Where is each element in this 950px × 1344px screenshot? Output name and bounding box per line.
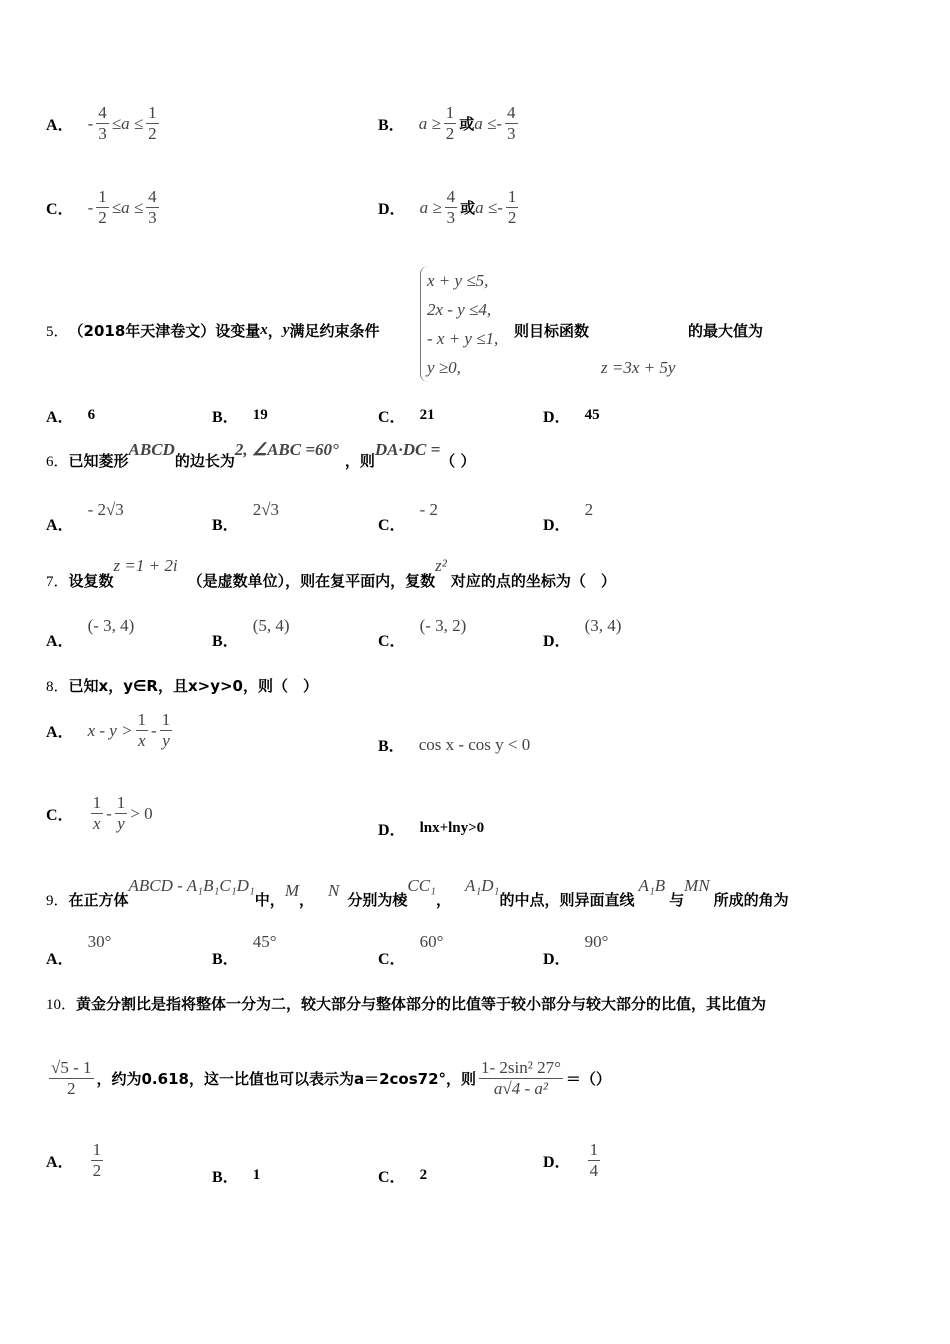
q4-option-b[interactable] [378, 103, 521, 144]
num: 1 [148, 103, 157, 122]
q7-option-a[interactable] [46, 616, 134, 651]
num: 1 [92, 1140, 102, 1159]
option-value: (- 3, 4) [87, 616, 135, 635]
option-value: (5, 4) [252, 616, 290, 635]
math: z =1 + 2i [113, 556, 178, 575]
den: 2 [507, 208, 517, 227]
fraction [91, 1140, 104, 1181]
q5-option-a[interactable] [46, 404, 95, 427]
question-number: 10． [46, 997, 77, 1013]
var: x [260, 322, 268, 338]
text: 的中点，则异面直线 [499, 891, 635, 909]
option-label: A． [46, 633, 74, 650]
num: 4 [446, 187, 456, 206]
q5-option-c[interactable] [378, 404, 435, 427]
option-value: 30° [87, 932, 112, 951]
option-value: 2 [584, 500, 594, 519]
text: 已知菱形 [68, 452, 129, 470]
den: x [93, 814, 101, 833]
option-value: 19 [252, 407, 268, 423]
text: 或 [460, 199, 476, 217]
option-label: B． [378, 738, 405, 755]
text: 中， [254, 891, 285, 909]
option-label: A． [46, 517, 74, 534]
option-label: A． [46, 951, 74, 968]
fraction [146, 187, 159, 228]
den: y [162, 731, 170, 750]
math: 2, ∠ABC =60° [234, 440, 339, 459]
option-value: - 2√3 [87, 500, 124, 519]
q5-option-b[interactable] [212, 404, 268, 427]
q6-option-d[interactable] [543, 500, 593, 535]
q9-option-d[interactable] [543, 932, 608, 969]
text: 对应的点的坐标为（ ） [450, 572, 616, 590]
question-number: 7． [46, 574, 69, 590]
option-label: B． [378, 117, 405, 134]
option-value: 60° [419, 932, 444, 951]
option-value: 1 [252, 1167, 261, 1183]
num: 1 [92, 793, 102, 812]
option-value: 45° [252, 932, 277, 951]
q8-option-d[interactable] [378, 817, 484, 840]
text: ， [298, 891, 314, 909]
math: - [87, 113, 94, 133]
math: - [106, 803, 112, 823]
num: √5 - 1 [51, 1058, 92, 1077]
den: y [117, 814, 125, 833]
q4-option-d[interactable] [378, 187, 521, 228]
question-number: 6． [46, 454, 69, 470]
q5-stem [46, 320, 379, 341]
text: （ ） [440, 452, 476, 470]
option-label: C． [378, 633, 406, 650]
num: 1 [161, 710, 171, 729]
var: y [282, 322, 290, 338]
den: 3 [148, 208, 157, 227]
constraint: 2x - y ≤4, [427, 300, 492, 319]
text: 与 [669, 891, 685, 909]
question-number: 8． [46, 679, 69, 695]
q4-option-a[interactable] [46, 103, 162, 144]
option-label: A． [46, 409, 74, 426]
q8-stem [46, 675, 318, 696]
math: a ≥ [419, 197, 442, 217]
option-label: D． [378, 822, 406, 839]
q7-option-b[interactable] [212, 616, 290, 651]
option-label: B． [212, 1169, 239, 1186]
q10-option-a[interactable] [46, 1140, 106, 1181]
option-label: C． [46, 807, 74, 824]
option-label: A． [46, 1154, 74, 1171]
fraction [96, 103, 109, 144]
q10-option-c[interactable] [378, 1164, 427, 1187]
num: 4 [98, 103, 107, 122]
q7-option-c[interactable] [378, 616, 466, 651]
text: 设复数 [68, 572, 114, 590]
option-label: A． [46, 117, 74, 134]
fraction [505, 103, 518, 144]
math: z² [435, 556, 447, 575]
text: ， [435, 891, 451, 909]
q5-option-d[interactable] [543, 404, 600, 427]
fraction [115, 793, 128, 834]
constraint: x + y ≤5, [427, 271, 489, 290]
num: 1 [507, 187, 517, 206]
q10-option-d[interactable] [543, 1140, 603, 1181]
q9-option-c[interactable] [378, 932, 443, 969]
den: 3 [98, 124, 107, 143]
option-label: B． [212, 951, 239, 968]
q8-option-c[interactable] [46, 793, 153, 834]
option-value: (3, 4) [584, 616, 622, 635]
option-value: lnx+lny>0 [419, 820, 485, 836]
num: 1 [445, 103, 455, 122]
den: a√4 - a² [493, 1079, 549, 1098]
math: DA·DC = [374, 440, 441, 459]
option-label: D． [543, 517, 571, 534]
option-label: C． [46, 201, 74, 218]
text: ，约为0.618，这一比值也可以表示为a＝2cos72°，则 [96, 1070, 477, 1088]
num: 1 [137, 710, 147, 729]
fraction [91, 793, 104, 834]
option-value: - 2 [419, 500, 438, 519]
fraction [136, 710, 149, 751]
den: 2 [98, 208, 107, 227]
num: 1 [98, 187, 107, 206]
text: 已知x，y∈R，且x>y>0，则（ ） [68, 677, 318, 695]
fraction [588, 1140, 601, 1181]
option-label: D． [543, 409, 571, 426]
num: 1 [116, 793, 126, 812]
q9-option-b[interactable] [212, 932, 277, 969]
option-value: 21 [419, 407, 435, 423]
math: ABCD - A₁B₁C₁D₁ [128, 876, 255, 895]
text: （2018年天津卷文）设变量 [68, 322, 261, 340]
text: ， [267, 322, 283, 340]
q8-option-a[interactable] [46, 710, 175, 751]
option-label: B． [212, 633, 239, 650]
text: ，则 [344, 452, 375, 470]
math: x - y > [87, 720, 133, 740]
math: - [151, 720, 157, 740]
num: 4 [507, 103, 516, 122]
fraction [146, 103, 159, 144]
text: 的最大值为 [688, 322, 764, 340]
option-value: 45 [584, 407, 600, 423]
fraction [479, 1058, 563, 1099]
text: 满足约束条件 [289, 322, 380, 340]
fraction [444, 103, 457, 144]
q8-option-b[interactable] [378, 733, 530, 756]
math: ≤a ≤ [111, 113, 144, 133]
objective-function: z =3x + 5y [601, 358, 676, 377]
option-label: C． [378, 1169, 406, 1186]
text: 的边长为 [174, 452, 235, 470]
option-value: 2√3 [252, 500, 280, 519]
fraction [445, 187, 458, 228]
q10-expression-line [46, 1058, 611, 1099]
q9-stem [46, 876, 789, 910]
option-label: C． [378, 409, 406, 426]
math: a ≤- [474, 113, 503, 133]
den: 3 [446, 208, 456, 227]
q6-stem [46, 440, 476, 471]
question-number: 5． [46, 324, 69, 340]
q6-option-a[interactable] [46, 500, 124, 535]
text: 在正方体 [68, 891, 129, 909]
q7-option-d[interactable] [543, 616, 621, 651]
option-label: B． [212, 409, 239, 426]
text: 分别为棱 [347, 891, 408, 909]
option-label: C． [378, 517, 406, 534]
den: 4 [589, 1161, 599, 1180]
num: 1- 2sin² 27° [481, 1058, 561, 1077]
num: 4 [148, 187, 157, 206]
math: a ≤- [475, 197, 503, 217]
den: 3 [507, 124, 516, 143]
fraction [96, 187, 109, 228]
q9-option-a[interactable] [46, 932, 111, 969]
num: 1 [589, 1140, 599, 1159]
fraction [506, 187, 519, 228]
math: > 0 [130, 803, 153, 823]
den: x [138, 731, 146, 750]
option-value: 6 [87, 407, 96, 423]
option-label: D． [543, 1154, 571, 1171]
math: ≤a ≤ [111, 197, 144, 217]
q4-option-c[interactable] [46, 187, 162, 228]
text: （是虚数单位），则在复平面内，复数 [187, 572, 436, 590]
option-label: A． [46, 724, 74, 741]
text: ＝（） [565, 1070, 611, 1088]
fraction [49, 1058, 94, 1099]
constraint: y ≥0, [427, 358, 461, 377]
option-label: C． [378, 951, 406, 968]
constraint-system [420, 266, 498, 382]
den: 2 [148, 124, 157, 143]
math: ABCD [128, 440, 175, 459]
option-value: (- 3, 2) [419, 616, 467, 635]
math: A₁D₁ [464, 876, 500, 895]
text: 或 [459, 115, 475, 133]
option-value: 2 [419, 1167, 428, 1183]
math: N [328, 881, 340, 900]
q6-option-c[interactable] [378, 500, 438, 535]
question-number: 9． [46, 893, 69, 909]
option-label: D． [378, 201, 406, 218]
math: M [284, 881, 299, 900]
den: 2 [67, 1079, 76, 1098]
q6-option-b[interactable] [212, 500, 279, 535]
math: - [87, 197, 94, 217]
text: 则目标函数 [514, 322, 590, 340]
text: 所成的角为 [713, 891, 789, 909]
q10-option-b[interactable] [212, 1164, 260, 1187]
q7-stem [46, 556, 616, 591]
q10-stem [46, 993, 766, 1014]
math: A₁B [638, 876, 666, 895]
constraint: - x + y ≤1, [427, 329, 499, 348]
math: CC₁ [407, 876, 436, 895]
option-value: 90° [584, 932, 609, 951]
option-label: D． [543, 633, 571, 650]
den: 2 [445, 124, 455, 143]
math: a ≥ [418, 113, 441, 133]
option-value: cos x - cos y < 0 [418, 734, 531, 754]
den: 2 [92, 1161, 102, 1180]
option-label: B． [212, 517, 239, 534]
fraction [160, 710, 173, 751]
math: MN [684, 876, 710, 895]
option-label: D． [543, 951, 571, 968]
text: 黄金分割比是指将整体一分为二，较大部分与整体部分的比值等于较小部分与较大部分的比值，其比值为 [76, 995, 767, 1013]
